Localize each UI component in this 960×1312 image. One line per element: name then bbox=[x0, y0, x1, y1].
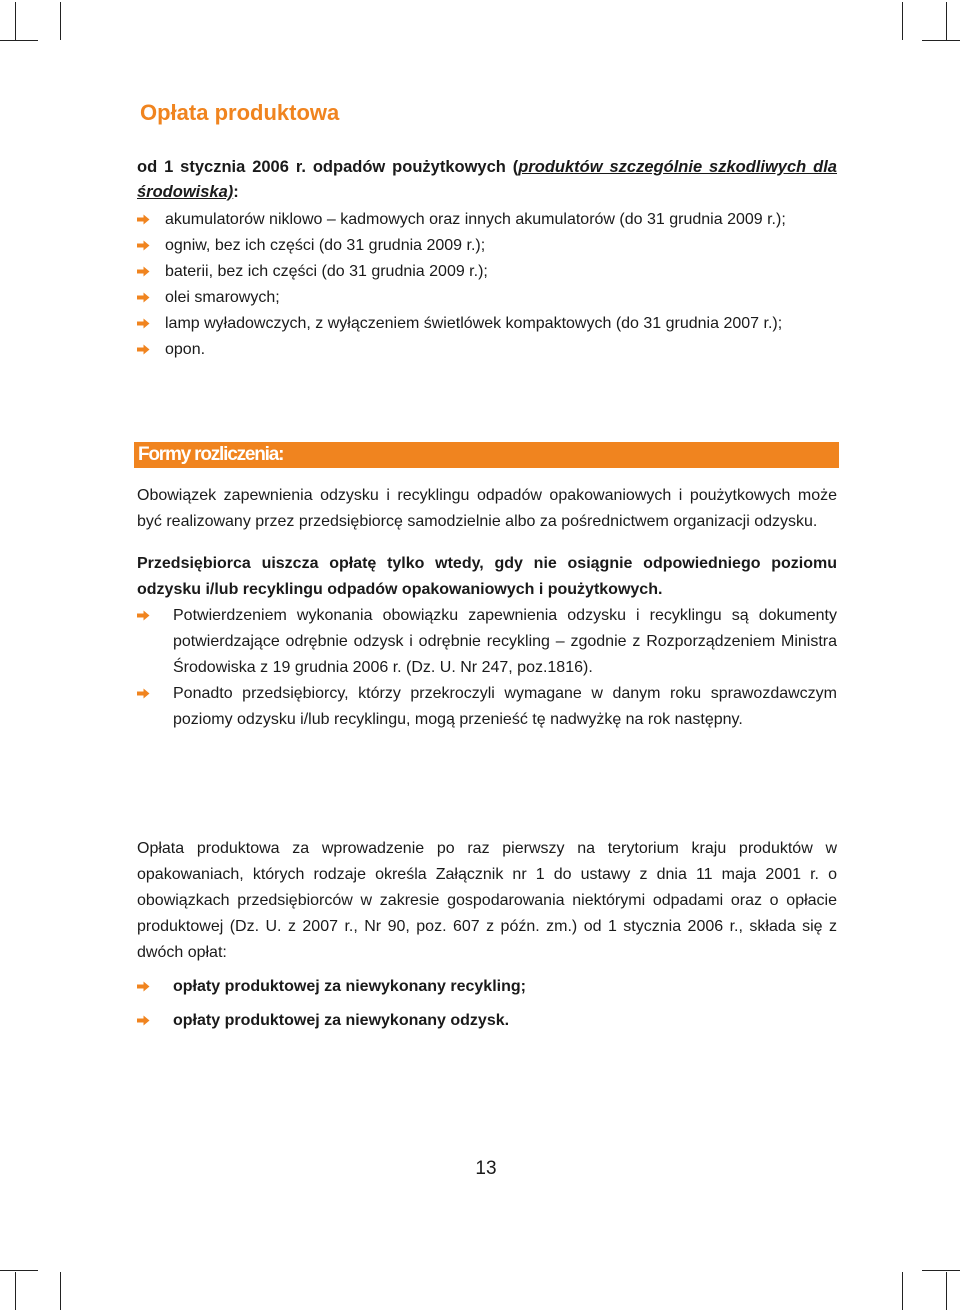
list-item bbox=[137, 337, 837, 363]
crop-mark bbox=[922, 1270, 960, 1271]
arrow-right-icon bbox=[137, 318, 150, 329]
products-section bbox=[137, 155, 837, 363]
section-banner bbox=[134, 442, 839, 468]
arrow-right-icon bbox=[137, 610, 150, 621]
crop-mark bbox=[0, 40, 38, 41]
settlement-paragraph: Obowiązek zapewnienia odzysku i recyklingu odpadów opakowaniowych i poużytkowych może być realizowany przez przedsiębiorcę samodzielnie albo za pośrednictwem organizacji odzysku. bbox=[137, 487, 837, 530]
crop-mark bbox=[60, 2, 61, 40]
arrow-right-icon bbox=[137, 214, 150, 225]
page-number: 13 bbox=[475, 1158, 497, 1179]
settlement-section bbox=[137, 483, 837, 733]
list-item bbox=[137, 285, 837, 311]
list-item-text: ogniw, bez ich części (do 31 grudnia 2009 r.); bbox=[165, 237, 486, 254]
list-item bbox=[137, 233, 837, 259]
arrow-right-icon bbox=[137, 981, 150, 992]
list-item bbox=[137, 259, 837, 285]
crop-mark bbox=[946, 1272, 947, 1310]
products-list bbox=[137, 207, 837, 363]
fee-list bbox=[137, 974, 837, 1034]
intro-italic-text: produktów szczególnie szkodliwych dla środowiska) bbox=[137, 158, 837, 201]
crop-mark bbox=[15, 2, 16, 40]
list-item-text: akumulatorów niklowo – kadmowych oraz innych akumulatorów (do 31 grudnia 2009 r.); bbox=[165, 211, 786, 228]
crop-mark bbox=[902, 2, 903, 40]
crop-mark bbox=[60, 1272, 61, 1310]
arrow-right-icon bbox=[137, 240, 150, 251]
intro-text: od 1 stycznia 2006 r. odpadów poużytkowych ( bbox=[137, 158, 519, 176]
list-item-text: baterii, bez ich części (do 31 grudnia 2009 r.); bbox=[165, 263, 488, 280]
page-title: Opłata produktowa bbox=[140, 100, 340, 125]
list-item-text: Ponadto przedsiębiorcy, którzy przekroczyli wymagane w danym roku sprawozdawczym poziomy odzysku i/lub recyklingu, mogą przenieść tę nadwyżkę na rok następny. bbox=[173, 685, 837, 728]
intro-colon: : bbox=[233, 183, 239, 201]
list-item bbox=[137, 974, 837, 1000]
list-item bbox=[137, 603, 837, 681]
arrow-right-icon bbox=[137, 344, 150, 355]
settlement-statement: Przedsiębiorca uiszcza opłatę tylko wtedy, gdy nie osiągnie odpowiedniego poziomu odzysku i/lub recyklingu odpadów opakowaniowych i poużytkowych. bbox=[137, 555, 837, 598]
list-item-text: opłaty produktowej za niewykonany odzysk. bbox=[173, 1012, 510, 1029]
list-item-text: olei smarowych; bbox=[165, 289, 280, 306]
crop-mark bbox=[902, 1272, 903, 1310]
list-item bbox=[137, 207, 837, 233]
list-item-text: opłaty produktowej za niewykonany recykling; bbox=[173, 978, 526, 995]
list-item-text: opon. bbox=[165, 341, 206, 358]
crop-mark bbox=[15, 1272, 16, 1310]
arrow-right-icon bbox=[137, 266, 150, 277]
settlement-list bbox=[137, 603, 837, 733]
fee-paragraph: Opłata produktowa za wprowadzenie po raz pierwszy na terytorium kraju produktów w opakowaniach, których rodzaje określa Załącznik nr 1 do ustawy z dnia 11 maja 2001 r. o obowiązkach przedsiębiorców w zakresie gospodarowania niektórymi odpadami oraz o opłacie produktowej (Dz. U. z 2007 r., Nr 90, poz. 607 z późn. zm.) od 1 stycznia 2006 r., składa się z dwóch opłat: bbox=[137, 840, 837, 961]
arrow-right-icon bbox=[137, 292, 150, 303]
list-item bbox=[137, 681, 837, 733]
list-item bbox=[137, 311, 837, 337]
arrow-right-icon bbox=[137, 688, 150, 699]
arrow-right-icon bbox=[137, 1015, 150, 1026]
list-item-text: lamp wyładowczych, z wyłączeniem świetlówek kompaktowych (do 31 grudnia 2007 r.); bbox=[165, 315, 783, 332]
fee-section bbox=[137, 836, 837, 1034]
crop-mark bbox=[946, 2, 947, 40]
products-intro bbox=[137, 155, 837, 205]
list-item-text: Potwierdzeniem wykonania obowiązku zapewnienia odzysku i recyklingu są dokumenty potwierdzające odrębnie odzysk i odrębnie recykling – zgodnie z Rozporządzeniem Ministra Środowiska z 19 grudnia 2006 r. (Dz. U. Nr 247, poz.1816). bbox=[173, 607, 837, 676]
crop-mark bbox=[0, 1270, 38, 1271]
banner-label: Formy rozliczenia: bbox=[138, 444, 284, 465]
crop-mark bbox=[922, 40, 960, 41]
list-item bbox=[137, 1008, 837, 1034]
